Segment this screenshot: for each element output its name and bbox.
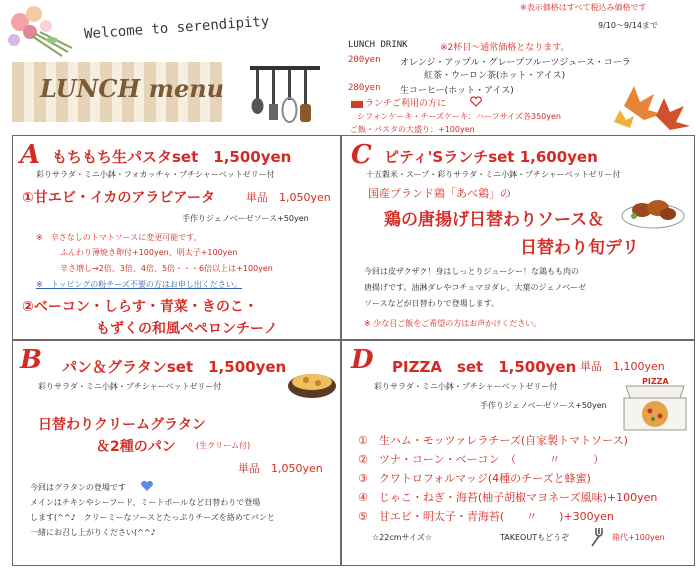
section-c-item-1: 鶏の唐揚げ日替わりソース＆ [384, 210, 605, 230]
section-b-title: パン＆グラタンset 1,500yen [62, 358, 287, 376]
section-d-title: PIZZA set 1,500yen [392, 358, 577, 376]
section-c-desc-3: ソースなどが日替わりで登場します。 [364, 299, 499, 308]
section-d-sub: 手作りジェノベーゼソース+50yen [480, 401, 607, 410]
tax-note: ※表示価格はすべて税込み価格です [520, 3, 647, 12]
pizza-box-label: PIZZA [642, 377, 669, 386]
section-a-title: もちもち生パスタset 1,500yen [52, 148, 292, 166]
large-portion-line: ご飯・パスタの大盛り：+100yen [350, 125, 475, 134]
section-b-price: 単品 1,050yen [238, 462, 323, 475]
section-c-desc-1: 今回は皮ザクザク！身はしっとりジューシー！な鶏もも肉の [364, 267, 580, 276]
welcome-text: Welcome to serendipity [83, 13, 270, 43]
section-a-note-3: 辛さ増し→2倍、3倍、4倍、5倍・・・6倍以上は+100yen [60, 264, 273, 273]
section-d-letter: D [351, 345, 374, 375]
lunch-menu-title: LUNCH menu [40, 74, 225, 103]
cake-icon [350, 96, 364, 108]
section-c-title: ピティ'Sランチset 1,600yen [384, 148, 598, 166]
box-fee: 箱代+100yen [612, 533, 665, 542]
section-b-desc-3: します(^^♪ クリーミーなソースとたっぷりチーズを絡めてパンと [30, 513, 275, 522]
pizza-size: ☆22cmサイズ☆ [372, 533, 433, 542]
section-c-includes: 十五穀米・スープ・彩りサラダ・ミニ小鉢・プチシャーベットゼリー付 [366, 170, 621, 179]
section-b-includes: 彩りサラダ・ミニ小鉢・プチシャーベットゼリー付 [38, 382, 222, 391]
section-c-desc-2: 唐揚げです。油淋ダレやコチュマヨダレ、大葉のジェノベーゼ [364, 283, 586, 292]
blue-heart-icon [140, 480, 154, 492]
drink-price-200: 200yen [348, 55, 381, 65]
section-b-letter: B [20, 345, 42, 375]
section-a-item-1-sub: 手作りジェノベーゼソース+50yen [182, 214, 309, 223]
pizza-item-5: ⑤ 甘エビ・明太子・青海苔( 〃 )+300yen [358, 510, 614, 523]
pizza-item-3: ③ クワトロフォルマッジ(4種のチーズと蜂蜜) [358, 472, 591, 485]
fork-icon [588, 526, 608, 548]
section-a-includes: 彩りサラダ・ミニ小鉢・フォカッチャ・プチシャーベットゼリー付 [36, 170, 275, 179]
drink-line-1b: 紅茶・ウーロン茶(ホット・アイス) [424, 71, 566, 81]
section-a-letter: A [20, 140, 41, 170]
dessert-line: シフォンケーキ・チーズケーキ：ハーフサイズ各350yen [357, 112, 561, 121]
drink-line-2: 生コーヒー(ホット・アイス) [400, 86, 514, 96]
section-c-letter: C [351, 140, 372, 170]
section-a-item-1-price: 単品 1,050yen [246, 191, 331, 204]
pizza-item-2: ② ツナ・コーン・ベーコン （ 〃 ） [358, 453, 605, 466]
takeout-text: TAKEOUTもどうぞ [500, 533, 570, 542]
section-b-desc-4: 一緒にお召し上がりください(^^♪ [30, 528, 156, 537]
section-a-item-2-line-1: ②ベーコン・しらす・青菜・きのこ・ [22, 299, 258, 315]
section-b-item-2-sub: (生クリーム付) [196, 441, 251, 450]
section-a-note-4: ※ トッピングの粉チーズ不要の方はお申し出ください。 [36, 280, 242, 289]
section-b-item-1: 日替わりクリームグラタン [38, 417, 206, 433]
dessert-intro: ランチご利用の方に [365, 99, 447, 109]
flower-bouquet-icon [2, 2, 84, 62]
section-c-brand: 国産ブランド鶏「あべ鶏」の [368, 187, 511, 200]
pizza-item-4: ④ じゃこ・ねぎ・海苔(柚子胡椒マヨネーズ風味)+100yen [358, 491, 658, 504]
section-c-note: ※ 少な目ご飯をご希望の方はお声かけください。 [364, 319, 542, 328]
heart-icon [470, 96, 482, 107]
section-c-item-2: 日替わり旬デリ [520, 238, 639, 258]
date-range: 9/10～9/14まで [598, 21, 658, 30]
section-b-desc-2: メインはチキンやシーフード、ミートボールなど日替わりで登場 [30, 498, 261, 507]
kitchen-utensils-icon [250, 64, 322, 128]
section-a-item-1: ①甘エビ・イカのアラビアータ [22, 190, 216, 206]
gratin-dish-icon [286, 364, 338, 402]
section-b-desc-1: 今回はグラタンの登場です [30, 483, 126, 492]
drink-price-280: 280yen [348, 83, 381, 93]
fried-chicken-plate-icon [620, 186, 686, 230]
autumn-leaves-icon [604, 76, 696, 138]
section-a-item-2-line-2: もずくの和風ペペロンチーノ [96, 321, 278, 337]
section-b-item-2: ＆2種のパン [96, 439, 176, 455]
section-a-note-1: ※ 辛さなしのトマトソースに変更可能です。 [36, 233, 202, 242]
section-d-price: 単品 1,100yen [580, 360, 665, 373]
pizza-item-1: ① 生ハム・モッツァレラチーズ(自家製トマトソース) [358, 434, 628, 447]
drink-note: ※2杯目～通常価格となります。 [440, 43, 570, 53]
drink-line-1: オレンジ・アップル・グレープフルーツジュース・コーラ [400, 58, 631, 68]
drink-title: LUNCH DRINK [348, 40, 408, 50]
section-d-includes: 彩りサラダ・ミニ小鉢・プチシャーベットゼリー付 [374, 382, 558, 391]
section-a-note-2: ふんわり薄焼き卵付+100yen、明太子+100yen [60, 248, 238, 257]
